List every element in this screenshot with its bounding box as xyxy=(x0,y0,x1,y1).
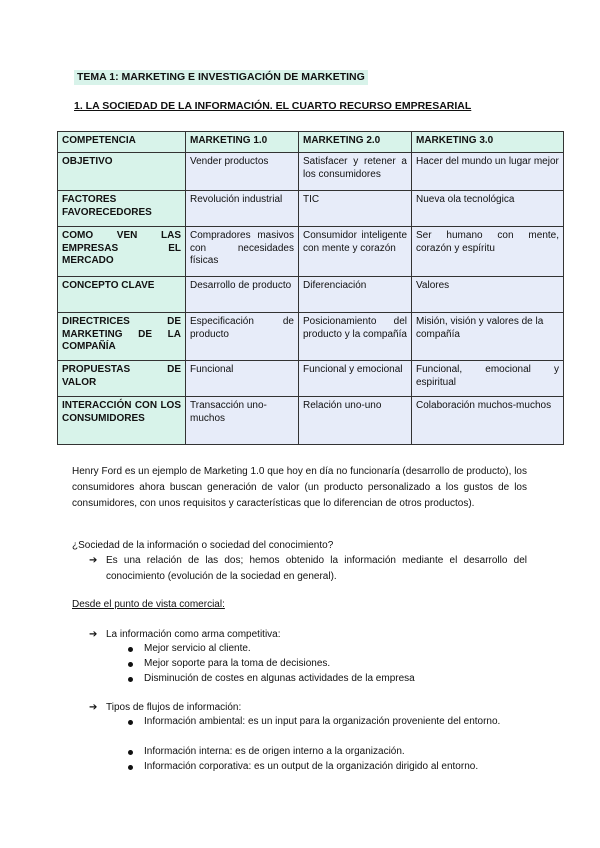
list-item xyxy=(128,641,528,657)
row-label: PROPUESTAS DE VALOR xyxy=(58,361,186,397)
row-label: COMO VEN LAS EMPRESAS EL MERCADO xyxy=(58,227,186,277)
row-label: OBJETIVO xyxy=(58,153,186,191)
table-cell: Vender productos xyxy=(186,153,299,191)
table-cell: Funcional y emocional xyxy=(299,361,412,397)
table-row xyxy=(58,227,564,277)
list-item-text: Mejor soporte para la toma de decisiones. xyxy=(144,658,331,669)
list-item xyxy=(128,759,528,775)
body-paragraph: Henry Ford es un ejemplo de Marketing 1.0 que hoy en día no funcionaría (desarrollo de producto), los consumidores ahora buscan generación de valor (un producto personalizado a los gustos de los consumidores, con unos requisitos y características que lo diferencian de otros productos). xyxy=(72,466,527,509)
table-header: MARKETING 2.0 xyxy=(299,132,412,153)
table-row xyxy=(58,191,564,227)
answer-text: Es una relación de las dos; hemos obtenido la información mediante el desarrollo del conocimiento (evolución de la sociedad en general). xyxy=(106,555,527,582)
arrow-icon: ➔ xyxy=(89,629,98,640)
marketing-comparison-table xyxy=(57,131,564,445)
table-cell: Relación uno-uno xyxy=(299,397,412,445)
table-cell: Ser humano con mente, corazón y espíritu xyxy=(412,227,564,277)
table-header: COMPETENCIA xyxy=(58,132,186,153)
table-cell: Funcional xyxy=(186,361,299,397)
table-header: MARKETING 3.0 xyxy=(412,132,564,153)
table-cell: Especificación de producto xyxy=(186,313,299,361)
table-cell: Consumidor inteligente con mente y corazón xyxy=(299,227,412,277)
table-cell: Transacción uno-muchos xyxy=(186,397,299,445)
section-heading: Desde el punto de vista comercial: xyxy=(72,599,225,610)
list-item-text: Información ambiental: es un input para la organización proveniente del entorno. xyxy=(144,716,501,727)
table-cell: Valores xyxy=(412,277,564,313)
list-heading-text: Tipos de flujos de información: xyxy=(106,702,242,713)
bullet-icon xyxy=(128,720,133,725)
bullet-icon xyxy=(128,750,133,755)
table-row xyxy=(58,361,564,397)
table-header: MARKETING 1.0 xyxy=(186,132,299,153)
row-label: FACTORES FAVORECEDORES xyxy=(58,191,186,227)
table-cell: Hacer del mundo un lugar mejor xyxy=(412,153,564,191)
table-row xyxy=(58,313,564,361)
row-label: DIRECTRICES DE MARKETING DE LA COMPAÑÍA xyxy=(58,313,186,361)
bullet-icon xyxy=(128,765,133,770)
row-label: INTERACCIÓN CON LOS CONSUMIDORES xyxy=(58,397,186,445)
list-item xyxy=(128,714,528,746)
table-cell: Colaboración muchos-muchos xyxy=(412,397,564,445)
document-title: TEMA 1: MARKETING E INVESTIGACIÓN DE MARKETING xyxy=(74,70,368,85)
list-item-text: Disminución de costes en algunas actividades de la empresa xyxy=(144,673,415,684)
bullet-icon xyxy=(128,662,133,667)
bullet-icon xyxy=(128,647,133,652)
table-cell: Diferenciación xyxy=(299,277,412,313)
table-header-row xyxy=(58,132,564,153)
table-cell: Nueva ola tecnológica xyxy=(412,191,564,227)
section-title: 1. LA SOCIEDAD DE LA INFORMACIÓN. EL CUARTO RECURSO EMPRESARIAL xyxy=(74,100,472,112)
table-cell: Posicionamiento del producto y la compañía xyxy=(299,313,412,361)
bullet-icon xyxy=(128,677,133,682)
table-cell: Funcional, emocional y espiritual xyxy=(412,361,564,397)
arrow-icon: ➔ xyxy=(89,702,98,713)
list-item xyxy=(128,744,528,760)
table-cell: Desarrollo de producto xyxy=(186,277,299,313)
table-cell: TIC xyxy=(299,191,412,227)
arrow-icon: ➔ xyxy=(89,555,98,566)
table-cell: Satisfacer y retener a los consumidores xyxy=(299,153,412,191)
list-item-text: Información corporativa: es un output de la organización dirigido al entorno. xyxy=(144,761,479,772)
question-text: ¿Sociedad de la información o sociedad del conocimiento? xyxy=(72,540,334,551)
table-row xyxy=(58,277,564,313)
table-row xyxy=(58,153,564,191)
list-item xyxy=(128,656,528,672)
list-item xyxy=(128,671,528,687)
table-cell: Misión, visión y valores de la compañía xyxy=(412,313,564,361)
answer-item xyxy=(89,553,527,585)
table-cell: Compradores masivos con necesidades físicas xyxy=(186,227,299,277)
list-heading-text: La información como arma competitiva: xyxy=(106,629,281,640)
table-row xyxy=(58,397,564,445)
row-label: CONCEPTO CLAVE xyxy=(58,277,186,313)
list-item-text: Información interna: es de origen interno a la organización. xyxy=(144,746,405,757)
list-item-text: Mejor servicio al cliente. xyxy=(144,643,251,654)
table-cell: Revolución industrial xyxy=(186,191,299,227)
